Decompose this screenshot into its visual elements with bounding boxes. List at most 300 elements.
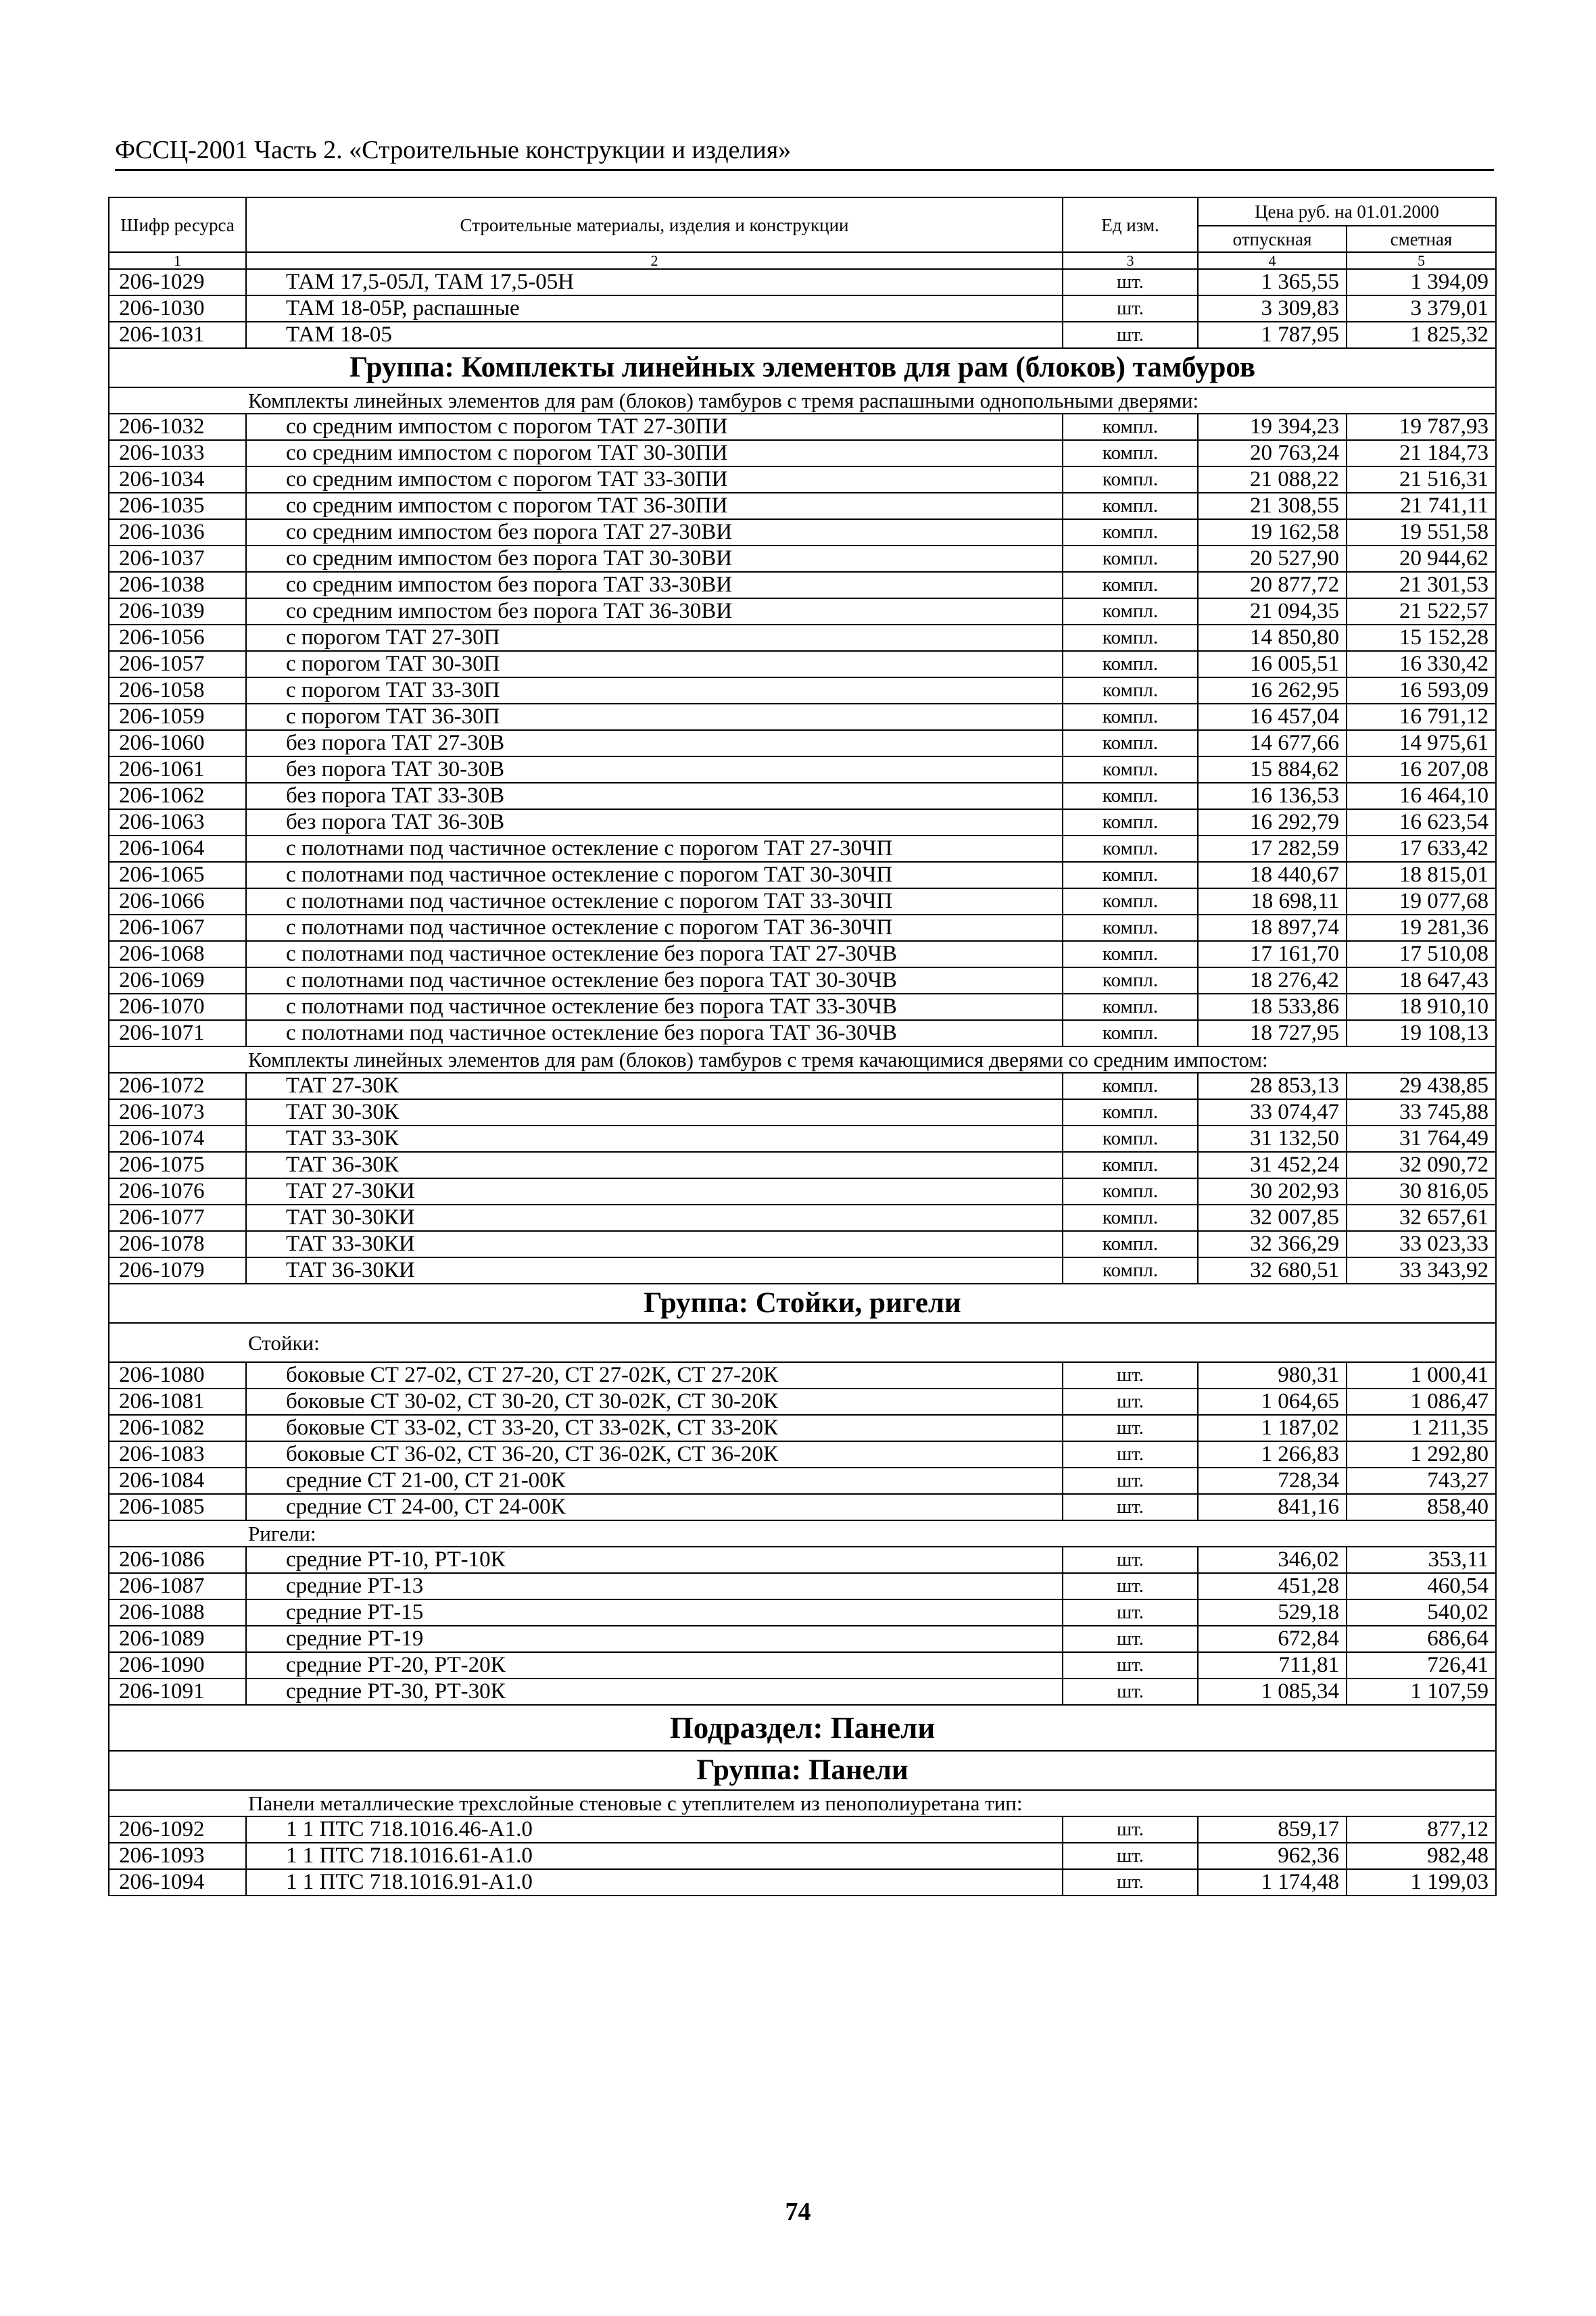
table-row	[109, 1020, 1496, 1046]
column-header-price: Цена руб. на 01.01.2000	[1198, 197, 1496, 226]
release-price: 32 366,29	[1198, 1231, 1347, 1257]
release-price: 16 292,79	[1198, 809, 1347, 836]
item-name: со средним импостом без порога ТАТ 36-30ВИ	[246, 598, 1063, 625]
release-price: 32 007,85	[1198, 1205, 1347, 1231]
table-row	[109, 1441, 1496, 1468]
unit-of-measure: компл.	[1063, 967, 1198, 994]
estimate-price: 16 330,42	[1347, 651, 1496, 677]
estimate-price: 19 281,36	[1347, 915, 1496, 941]
estimate-price: 33 343,92	[1347, 1257, 1496, 1284]
unit-of-measure: компл.	[1063, 1205, 1198, 1231]
release-price: 18 698,11	[1198, 888, 1347, 915]
resource-code: 206-1059	[109, 704, 246, 730]
unit-of-measure: компл.	[1063, 994, 1198, 1020]
resource-code: 206-1072	[109, 1073, 246, 1099]
release-price: 3 309,83	[1198, 295, 1347, 322]
release-price: 14 677,66	[1198, 730, 1347, 756]
estimate-price: 19 077,68	[1347, 888, 1496, 915]
unit-of-measure: компл.	[1063, 414, 1198, 440]
resource-code: 206-1087	[109, 1573, 246, 1599]
item-name: средние РТ-20, РТ-20К	[246, 1652, 1063, 1679]
estimate-price: 18 815,01	[1347, 862, 1496, 888]
unit-of-measure: шт.	[1063, 1599, 1198, 1626]
table-row	[109, 466, 1496, 493]
estimate-price: 540,02	[1347, 1599, 1496, 1626]
table-row	[109, 1152, 1496, 1178]
unit-of-measure: шт.	[1063, 1494, 1198, 1520]
subgroup-heading-row	[109, 1323, 1496, 1362]
release-price: 672,84	[1198, 1626, 1347, 1652]
release-price: 31 452,24	[1198, 1152, 1347, 1178]
table-row	[109, 1178, 1496, 1205]
release-price: 19 162,58	[1198, 519, 1347, 546]
release-price: 21 088,22	[1198, 466, 1347, 493]
table-row	[109, 519, 1496, 546]
page-header: ФССЦ-2001 Часть 2. «Строительные конструкции и изделия»	[115, 134, 1494, 171]
item-name: со средним импостом без порога ТАТ 33-30ВИ	[246, 572, 1063, 598]
resource-code: 206-1032	[109, 414, 246, 440]
item-name: боковые СТ 36-02, СТ 36-20, СТ 36-02К, СТ 36-20К	[246, 1441, 1063, 1468]
resource-code: 206-1075	[109, 1152, 246, 1178]
resource-code: 206-1071	[109, 1020, 246, 1046]
estimate-price: 21 741,11	[1347, 493, 1496, 519]
resource-code: 206-1091	[109, 1679, 246, 1705]
estimate-price: 29 438,85	[1347, 1073, 1496, 1099]
resource-code: 206-1094	[109, 1869, 246, 1896]
unit-of-measure: шт.	[1063, 1652, 1198, 1679]
unit-of-measure: шт.	[1063, 322, 1198, 348]
item-name: с полотнами под частичное остекление без порога ТАТ 36-30ЧВ	[246, 1020, 1063, 1046]
unit-of-measure: шт.	[1063, 1441, 1198, 1468]
table-row	[109, 651, 1496, 677]
release-price: 33 074,47	[1198, 1099, 1347, 1126]
resource-code: 206-1083	[109, 1441, 246, 1468]
table-row	[109, 941, 1496, 967]
resource-code: 206-1058	[109, 677, 246, 704]
group-heading: Группа: Панели	[109, 1751, 1496, 1790]
unit-of-measure: компл.	[1063, 1020, 1198, 1046]
resource-code: 206-1068	[109, 941, 246, 967]
resource-code: 206-1039	[109, 598, 246, 625]
release-price: 18 440,67	[1198, 862, 1347, 888]
resource-code: 206-1067	[109, 915, 246, 941]
table-row	[109, 677, 1496, 704]
table-row	[109, 414, 1496, 440]
unit-of-measure: компл.	[1063, 941, 1198, 967]
table-row	[109, 1126, 1496, 1152]
unit-of-measure: компл.	[1063, 651, 1198, 677]
table-row	[109, 322, 1496, 348]
item-name: 1 1 ПТС 718.1016.61-А1.0	[246, 1843, 1063, 1869]
estimate-price: 17 633,42	[1347, 836, 1496, 862]
estimate-price: 1 825,32	[1347, 322, 1496, 348]
unit-of-measure: компл.	[1063, 1099, 1198, 1126]
table-body	[109, 269, 1496, 1896]
table-row	[109, 1869, 1496, 1896]
table-row	[109, 809, 1496, 836]
unit-of-measure: шт.	[1063, 1626, 1198, 1652]
release-price: 20 763,24	[1198, 440, 1347, 466]
estimate-price: 1 292,80	[1347, 1441, 1496, 1468]
resource-code: 206-1063	[109, 809, 246, 836]
resource-code: 206-1034	[109, 466, 246, 493]
resource-code: 206-1082	[109, 1415, 246, 1441]
unit-of-measure: компл.	[1063, 1257, 1198, 1284]
release-price: 529,18	[1198, 1599, 1347, 1626]
item-name: со средним импостом без порога ТАТ 27-30ВИ	[246, 519, 1063, 546]
table-row	[109, 756, 1496, 783]
item-name: боковые СТ 30-02, СТ 30-20, СТ 30-02К, СТ 30-20К	[246, 1389, 1063, 1415]
estimate-price: 16 791,12	[1347, 704, 1496, 730]
table-row	[109, 493, 1496, 519]
resource-code: 206-1037	[109, 546, 246, 572]
item-name: средние РТ-13	[246, 1573, 1063, 1599]
item-name: средние РТ-15	[246, 1599, 1063, 1626]
unit-of-measure: компл.	[1063, 598, 1198, 625]
subgroup-heading: Комплекты линейных элементов для рам (блоков) тамбуров с тремя качающимися дверями со средним импостом:	[109, 1046, 1496, 1073]
page-number: 74	[785, 2198, 811, 2226]
table-row	[109, 1468, 1496, 1494]
item-name: ТАТ 36-30К	[246, 1152, 1063, 1178]
release-price: 17 161,70	[1198, 941, 1347, 967]
item-name: без порога ТАТ 30-30В	[246, 756, 1063, 783]
estimate-price: 16 207,08	[1347, 756, 1496, 783]
estimate-price: 16 593,09	[1347, 677, 1496, 704]
resource-code: 206-1065	[109, 862, 246, 888]
resource-code: 206-1057	[109, 651, 246, 677]
estimate-price: 982,48	[1347, 1843, 1496, 1869]
table-row	[109, 269, 1496, 295]
resource-code: 206-1079	[109, 1257, 246, 1284]
item-name: с полотнами под частичное остекление с порогом ТАТ 27-30ЧП	[246, 836, 1063, 862]
unit-of-measure: шт.	[1063, 1468, 1198, 1494]
unit-of-measure: компл.	[1063, 1152, 1198, 1178]
table-row	[109, 836, 1496, 862]
item-name: с порогом ТАТ 33-30П	[246, 677, 1063, 704]
resource-code: 206-1084	[109, 1468, 246, 1494]
resource-code: 206-1081	[109, 1389, 246, 1415]
group-heading-row	[109, 1751, 1496, 1790]
release-price: 1 266,83	[1198, 1441, 1347, 1468]
group-heading-row	[109, 1284, 1496, 1323]
release-price: 15 884,62	[1198, 756, 1347, 783]
release-price: 18 897,74	[1198, 915, 1347, 941]
table-row	[109, 1362, 1496, 1389]
item-name: ТАТ 27-30К	[246, 1073, 1063, 1099]
unit-of-measure: шт.	[1063, 1415, 1198, 1441]
estimate-price: 16 464,10	[1347, 783, 1496, 809]
table-row	[109, 967, 1496, 994]
item-name: с полотнами под частичное остекление с порогом ТАТ 33-30ЧП	[246, 888, 1063, 915]
item-name: средние СТ 21-00, СТ 21-00К	[246, 1468, 1063, 1494]
release-price: 451,28	[1198, 1573, 1347, 1599]
release-price: 18 727,95	[1198, 1020, 1347, 1046]
item-name: ТАТ 36-30КИ	[246, 1257, 1063, 1284]
unit-of-measure: шт.	[1063, 1547, 1198, 1573]
unit-of-measure: шт.	[1063, 1869, 1198, 1896]
subgroup-heading: Ригели:	[109, 1520, 1496, 1547]
estimate-price: 30 816,05	[1347, 1178, 1496, 1205]
item-name: средние РТ-10, РТ-10К	[246, 1547, 1063, 1573]
estimate-price: 686,64	[1347, 1626, 1496, 1652]
unit-of-measure: шт.	[1063, 1389, 1198, 1415]
resource-code: 206-1078	[109, 1231, 246, 1257]
unit-of-measure: шт.	[1063, 269, 1198, 295]
table-row	[109, 598, 1496, 625]
resource-code: 206-1031	[109, 322, 246, 348]
table-row	[109, 1679, 1496, 1705]
estimate-price: 20 944,62	[1347, 546, 1496, 572]
item-name: средние РТ-19	[246, 1626, 1063, 1652]
release-price: 19 394,23	[1198, 414, 1347, 440]
resource-code: 206-1036	[109, 519, 246, 546]
estimate-price: 1 211,35	[1347, 1415, 1496, 1441]
resource-code: 206-1070	[109, 994, 246, 1020]
unit-of-measure: компл.	[1063, 888, 1198, 915]
item-name: боковые СТ 33-02, СТ 33-20, СТ 33-02К, СТ 33-20К	[246, 1415, 1063, 1441]
subgroup-heading: Комплекты линейных элементов для рам (блоков) тамбуров с тремя распашными однопольными дверями:	[109, 387, 1496, 414]
release-price: 16 457,04	[1198, 704, 1347, 730]
resource-code: 206-1089	[109, 1626, 246, 1652]
table-row	[109, 1231, 1496, 1257]
unit-of-measure: компл.	[1063, 862, 1198, 888]
column-number: 5	[1347, 252, 1496, 269]
item-name: ТАМ 18-05	[246, 322, 1063, 348]
item-name: ТАТ 30-30КИ	[246, 1205, 1063, 1231]
item-name: с порогом ТАТ 30-30П	[246, 651, 1063, 677]
table-row	[109, 994, 1496, 1020]
item-name: со средним импостом без порога ТАТ 30-30ВИ	[246, 546, 1063, 572]
resource-code: 206-1066	[109, 888, 246, 915]
estimate-price: 1 000,41	[1347, 1362, 1496, 1389]
column-header-release: отпускная	[1198, 226, 1347, 252]
release-price: 16 005,51	[1198, 651, 1347, 677]
release-price: 21 308,55	[1198, 493, 1347, 519]
item-name: с порогом ТАТ 27-30П	[246, 625, 1063, 651]
subgroup-heading: Панели металлические трехслойные стеновые с утеплителем из пенополиуретана тип:	[109, 1790, 1496, 1816]
estimate-price: 19 108,13	[1347, 1020, 1496, 1046]
estimate-price: 18 647,43	[1347, 967, 1496, 994]
item-name: ТАМ 17,5-05Л, ТАМ 17,5-05Н	[246, 269, 1063, 295]
unit-of-measure: шт.	[1063, 1573, 1198, 1599]
resource-code: 206-1038	[109, 572, 246, 598]
unit-of-measure: шт.	[1063, 1816, 1198, 1843]
resource-code: 206-1093	[109, 1843, 246, 1869]
estimate-price: 16 623,54	[1347, 809, 1496, 836]
item-name: ТАТ 30-30К	[246, 1099, 1063, 1126]
release-price: 1 365,55	[1198, 269, 1347, 295]
resource-code: 206-1090	[109, 1652, 246, 1679]
resource-code: 206-1060	[109, 730, 246, 756]
table-row	[109, 783, 1496, 809]
item-name: средние СТ 24-00, СТ 24-00К	[246, 1494, 1063, 1520]
release-price: 1 787,95	[1198, 322, 1347, 348]
estimate-price: 32 090,72	[1347, 1152, 1496, 1178]
estimate-price: 19 787,93	[1347, 414, 1496, 440]
release-price: 20 527,90	[1198, 546, 1347, 572]
estimate-price: 1 199,03	[1347, 1869, 1496, 1896]
estimate-price: 14 975,61	[1347, 730, 1496, 756]
subgroup-heading-row	[109, 387, 1496, 414]
release-price: 16 262,95	[1198, 677, 1347, 704]
estimate-price: 31 764,49	[1347, 1126, 1496, 1152]
estimate-price: 1 086,47	[1347, 1389, 1496, 1415]
column-number: 2	[246, 252, 1063, 269]
column-number: 1	[109, 252, 246, 269]
release-price: 28 853,13	[1198, 1073, 1347, 1099]
subgroup-heading-row	[109, 1520, 1496, 1547]
estimate-price: 1 107,59	[1347, 1679, 1496, 1705]
estimate-price: 32 657,61	[1347, 1205, 1496, 1231]
release-price: 1 064,65	[1198, 1389, 1347, 1415]
item-name: со средним импостом с порогом ТАТ 36-30ПИ	[246, 493, 1063, 519]
item-name: со средним импостом с порогом ТАТ 33-30ПИ	[246, 466, 1063, 493]
unit-of-measure: компл.	[1063, 677, 1198, 704]
unit-of-measure: шт.	[1063, 1843, 1198, 1869]
release-price: 31 132,50	[1198, 1126, 1347, 1152]
estimate-price: 18 910,10	[1347, 994, 1496, 1020]
release-price: 16 136,53	[1198, 783, 1347, 809]
column-header-code: Шифр ресурса	[109, 197, 246, 252]
item-name: ТАМ 18-05Р, распашные	[246, 295, 1063, 322]
item-name: со средним импостом с порогом ТАТ 27-30ПИ	[246, 414, 1063, 440]
release-price: 18 276,42	[1198, 967, 1347, 994]
group-heading: Группа: Комплекты линейных элементов для рам (блоков) тамбуров	[109, 348, 1496, 387]
unit-of-measure: компл.	[1063, 466, 1198, 493]
subsection-heading: Подраздел: Панели	[109, 1705, 1496, 1751]
table-row	[109, 1843, 1496, 1869]
table-row	[109, 295, 1496, 322]
column-number: 3	[1063, 252, 1198, 269]
resource-code: 206-1029	[109, 269, 246, 295]
table-row	[109, 572, 1496, 598]
unit-of-measure: компл.	[1063, 572, 1198, 598]
subgroup-heading: Стойки:	[109, 1323, 1496, 1362]
unit-of-measure: компл.	[1063, 915, 1198, 941]
resource-code: 206-1073	[109, 1099, 246, 1126]
estimate-price: 17 510,08	[1347, 941, 1496, 967]
table-row	[109, 888, 1496, 915]
item-name: с полотнами под частичное остекление с порогом ТАТ 36-30ЧП	[246, 915, 1063, 941]
release-price: 728,34	[1198, 1468, 1347, 1494]
subgroup-heading-row	[109, 1046, 1496, 1073]
release-price: 711,81	[1198, 1652, 1347, 1679]
unit-of-measure: компл.	[1063, 1126, 1198, 1152]
resource-code: 206-1035	[109, 493, 246, 519]
release-price: 1 187,02	[1198, 1415, 1347, 1441]
table-row	[109, 862, 1496, 888]
table-row	[109, 1816, 1496, 1843]
item-name: 1 1 ПТС 718.1016.46-А1.0	[246, 1816, 1063, 1843]
release-price: 841,16	[1198, 1494, 1347, 1520]
estimate-price: 21 516,31	[1347, 466, 1496, 493]
unit-of-measure: компл.	[1063, 1073, 1198, 1099]
table-row	[109, 1073, 1496, 1099]
release-price: 346,02	[1198, 1547, 1347, 1573]
unit-of-measure: компл.	[1063, 704, 1198, 730]
unit-of-measure: шт.	[1063, 295, 1198, 322]
unit-of-measure: компл.	[1063, 836, 1198, 862]
unit-of-measure: шт.	[1063, 1679, 1198, 1705]
unit-of-measure: компл.	[1063, 1231, 1198, 1257]
release-price: 32 680,51	[1198, 1257, 1347, 1284]
table-row	[109, 730, 1496, 756]
resource-code: 206-1076	[109, 1178, 246, 1205]
release-price: 30 202,93	[1198, 1178, 1347, 1205]
estimate-price: 726,41	[1347, 1652, 1496, 1679]
item-name: 1 1 ПТС 718.1016.91-А1.0	[246, 1869, 1063, 1896]
release-price: 962,36	[1198, 1843, 1347, 1869]
estimate-price: 15 152,28	[1347, 625, 1496, 651]
column-header-name: Строительные материалы, изделия и конструкции	[246, 197, 1063, 252]
group-heading: Группа: Стойки, ригели	[109, 1284, 1496, 1323]
unit-of-measure: компл.	[1063, 756, 1198, 783]
item-name: с порогом ТАТ 36-30П	[246, 704, 1063, 730]
table-row	[109, 704, 1496, 730]
table-row	[109, 915, 1496, 941]
estimate-price: 858,40	[1347, 1494, 1496, 1520]
resource-code: 206-1086	[109, 1547, 246, 1573]
resource-code: 206-1069	[109, 967, 246, 994]
estimate-price: 3 379,01	[1347, 295, 1496, 322]
resource-code: 206-1064	[109, 836, 246, 862]
release-price: 18 533,86	[1198, 994, 1347, 1020]
estimate-price: 743,27	[1347, 1468, 1496, 1494]
resource-code: 206-1077	[109, 1205, 246, 1231]
resource-code: 206-1062	[109, 783, 246, 809]
estimate-price: 33 745,88	[1347, 1099, 1496, 1126]
estimate-price: 19 551,58	[1347, 519, 1496, 546]
estimate-price: 353,11	[1347, 1547, 1496, 1573]
item-name: без порога ТАТ 33-30В	[246, 783, 1063, 809]
table-row	[109, 1257, 1496, 1284]
unit-of-measure: компл.	[1063, 783, 1198, 809]
unit-of-measure: компл.	[1063, 1178, 1198, 1205]
table-row	[109, 546, 1496, 572]
release-price: 20 877,72	[1198, 572, 1347, 598]
resource-code: 206-1061	[109, 756, 246, 783]
estimate-price: 1 394,09	[1347, 269, 1496, 295]
unit-of-measure: шт.	[1063, 1362, 1198, 1389]
item-name: ТАТ 33-30КИ	[246, 1231, 1063, 1257]
table-row	[109, 1205, 1496, 1231]
table-row	[109, 1652, 1496, 1679]
item-name: ТАТ 27-30КИ	[246, 1178, 1063, 1205]
unit-of-measure: компл.	[1063, 493, 1198, 519]
release-price: 859,17	[1198, 1816, 1347, 1843]
item-name: без порога ТАТ 27-30В	[246, 730, 1063, 756]
resource-code: 206-1056	[109, 625, 246, 651]
table-row	[109, 1099, 1496, 1126]
item-name: без порога ТАТ 36-30В	[246, 809, 1063, 836]
estimate-price: 460,54	[1347, 1573, 1496, 1599]
item-name: с полотнами под частичное остекление с порогом ТАТ 30-30ЧП	[246, 862, 1063, 888]
release-price: 14 850,80	[1198, 625, 1347, 651]
resource-code: 206-1080	[109, 1362, 246, 1389]
unit-of-measure: компл.	[1063, 809, 1198, 836]
table-row	[109, 1626, 1496, 1652]
unit-of-measure: компл.	[1063, 519, 1198, 546]
item-name: ТАТ 33-30К	[246, 1126, 1063, 1152]
release-price: 1 085,34	[1198, 1679, 1347, 1705]
item-name: со средним импостом с порогом ТАТ 30-30ПИ	[246, 440, 1063, 466]
column-header-estimate: сметная	[1347, 226, 1496, 252]
estimate-price: 877,12	[1347, 1816, 1496, 1843]
item-name: с полотнами под частичное остекление без порога ТАТ 33-30ЧВ	[246, 994, 1063, 1020]
unit-of-measure: компл.	[1063, 546, 1198, 572]
table-row	[109, 1415, 1496, 1441]
price-table	[108, 197, 1497, 1896]
